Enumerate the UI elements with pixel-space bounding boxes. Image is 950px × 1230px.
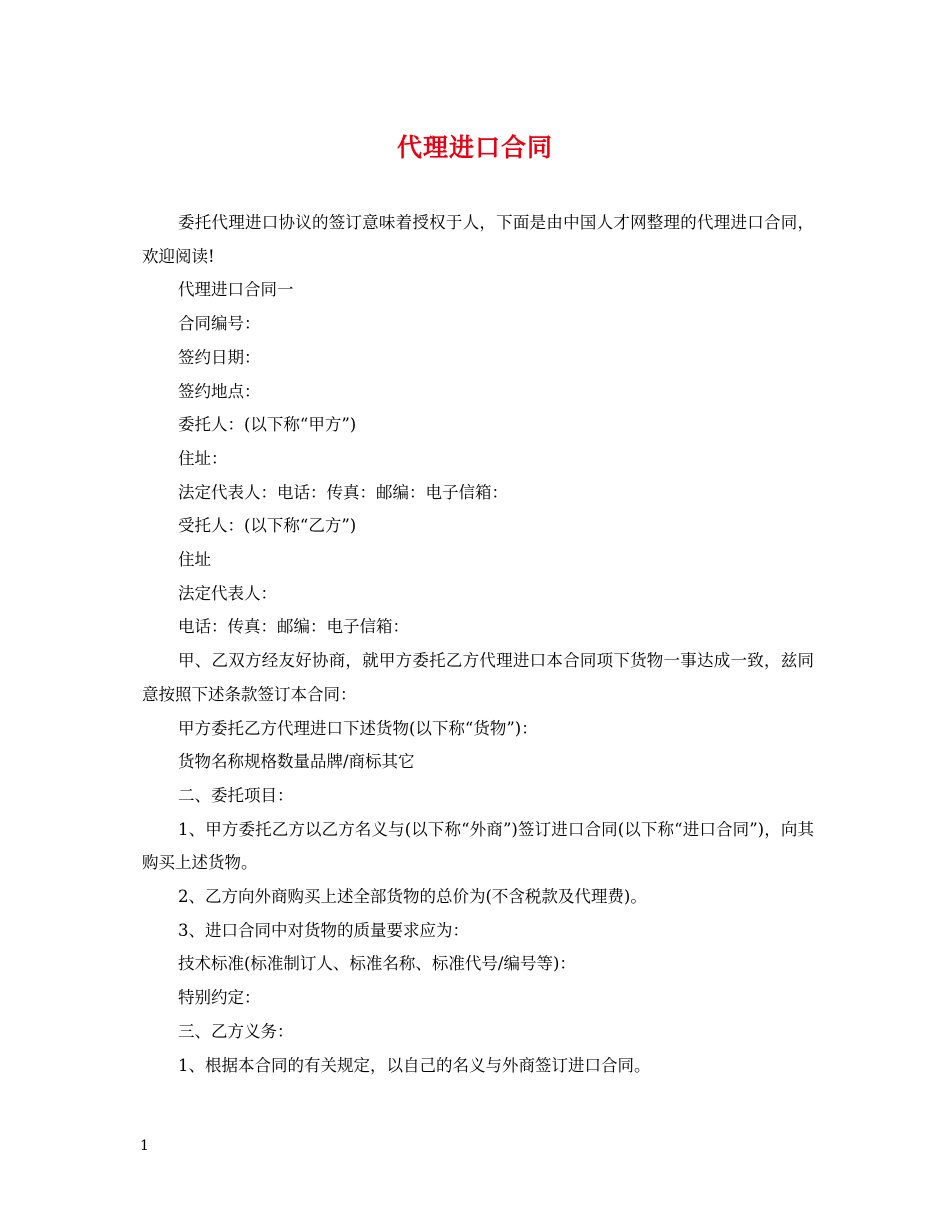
agent-representative-field: 法定代表人：: [178, 583, 277, 603]
contract-subtitle: 代理进口合同一: [178, 280, 294, 300]
agent-field: 受托人：(以下称“乙方”): [178, 516, 357, 536]
section-heading-2: 二、委托项目：: [178, 785, 294, 805]
signing-location-field: 签约地点：: [178, 381, 261, 401]
principal-address-field: 住址：: [178, 448, 228, 468]
intro-paragraph: 委托代理进口协议的签订意味着授权于人，下面是由中国人才网整理的代理进口合同，欢迎阅读!: [142, 213, 814, 266]
signing-date-field: 签约日期：: [178, 347, 261, 367]
principal-representative-field: 法定代表人：电话：传真：邮编：电子信箱：: [178, 482, 508, 502]
clause-2-2: 2、乙方向外商购买上述全部货物的总价为(不含税款及代理费)。: [178, 887, 647, 907]
page-number: 1: [140, 1138, 149, 1154]
clause-3-1: 1、根据本合同的有关规定，以自己的名义与外商签订进口合同。: [178, 1055, 651, 1075]
clause-2-3: 3、进口合同中对货物的质量要求应为：: [178, 920, 469, 940]
contract-number-field: 合同编号：: [178, 314, 261, 334]
section-heading-3: 三、乙方义务：: [178, 1021, 294, 1041]
special-agreement-line: 特别约定：: [178, 988, 261, 1008]
goods-columns-line: 货物名称规格数量品牌/商标其它: [178, 752, 415, 772]
goods-intro-paragraph: 甲方委托乙方代理进口下述货物(以下称“货物”)：: [178, 718, 538, 738]
agreement-paragraph: 甲、乙双方经友好协商，就甲方委托乙方代理进口本合同项下货物一事达成一致，兹同意按照下述条款签订本合同：: [142, 651, 814, 704]
principal-field: 委托人：(以下称“甲方”): [178, 415, 357, 435]
technical-standard-line: 技术标准(标准制订人、标准名称、标准代号/编号等)：: [178, 954, 576, 974]
document-body: [142, 206, 814, 1082]
document-title: 代理进口合同: [396, 133, 553, 162]
clause-2-1: 1、甲方委托乙方以乙方名义与(以下称“外商”)签订进口合同(以下称“进口合同”)，向其购买上述货物。: [142, 819, 814, 873]
agent-address-field: 住址: [178, 550, 211, 570]
agent-contact-field: 电话：传真：邮编：电子信箱：: [178, 617, 409, 637]
